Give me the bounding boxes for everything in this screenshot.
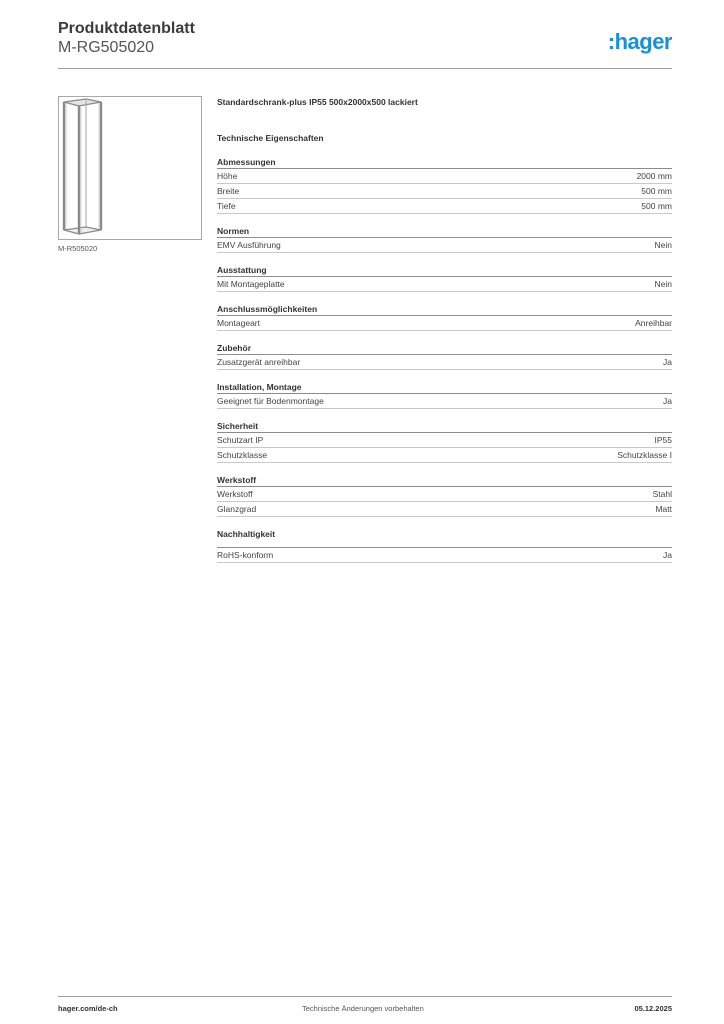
product-name: Standardschrank-plus IP55 500x2000x500 lackiert bbox=[217, 97, 418, 107]
section-werkstoff bbox=[217, 474, 672, 517]
cabinet-frame-icon bbox=[59, 97, 201, 239]
svg-text::hager: :hager bbox=[607, 29, 672, 54]
property-label: Mit Montageplatte bbox=[217, 279, 285, 289]
section-title: Nachhaltigkeit bbox=[217, 528, 672, 548]
property-row bbox=[217, 169, 672, 184]
section-abmessungen bbox=[217, 156, 672, 214]
section-normen bbox=[217, 225, 672, 253]
property-label: EMV Ausführung bbox=[217, 240, 281, 250]
property-label: Werkstoff bbox=[217, 489, 253, 499]
section-title: Installation, Montage bbox=[217, 381, 672, 394]
property-row bbox=[217, 433, 672, 448]
property-row bbox=[217, 548, 672, 563]
property-value: 500 mm bbox=[641, 186, 672, 196]
property-row bbox=[217, 502, 672, 517]
section-title: Sicherheit bbox=[217, 420, 672, 433]
section-title: Normen bbox=[217, 225, 672, 238]
property-value: Schutzklasse I bbox=[617, 450, 672, 460]
property-value: Ja bbox=[663, 550, 672, 560]
footer-disclaimer: Technische Änderungen vorbehalten bbox=[302, 1004, 424, 1013]
section-anschlussmoeglichkeiten bbox=[217, 303, 672, 331]
page-header bbox=[58, 20, 672, 69]
property-row bbox=[217, 316, 672, 331]
document-title: Produktdatenblatt bbox=[58, 20, 195, 37]
property-value: Nein bbox=[654, 279, 672, 289]
property-row bbox=[217, 394, 672, 409]
property-label: Montageart bbox=[217, 318, 260, 328]
section-zubehoer bbox=[217, 342, 672, 370]
property-value: Matt bbox=[655, 504, 672, 514]
section-title: Anschlussmöglichkeiten bbox=[217, 303, 672, 316]
section-sicherheit bbox=[217, 420, 672, 463]
property-row bbox=[217, 238, 672, 253]
page-footer bbox=[58, 996, 672, 1016]
property-row bbox=[217, 277, 672, 292]
footer-date: 05.12.2025 bbox=[634, 1004, 672, 1013]
property-label: Schutzart IP bbox=[217, 435, 264, 445]
technical-properties-heading: Technische Eigenschaften bbox=[217, 133, 324, 143]
product-image bbox=[58, 96, 202, 240]
property-label: Zusatzgerät anreihbar bbox=[217, 357, 301, 367]
property-value: 500 mm bbox=[641, 201, 672, 211]
product-details bbox=[217, 95, 672, 563]
property-value: Ja bbox=[663, 396, 672, 406]
property-row bbox=[217, 448, 672, 463]
property-row bbox=[217, 487, 672, 502]
property-label: Schutzklasse bbox=[217, 450, 268, 460]
section-title: Zubehör bbox=[217, 342, 672, 355]
property-value: 2000 mm bbox=[636, 171, 672, 181]
property-row bbox=[217, 184, 672, 199]
property-value: Anreihbar bbox=[635, 318, 672, 328]
section-title: Ausstattung bbox=[217, 264, 672, 277]
property-label: Tiefe bbox=[217, 201, 236, 211]
property-row bbox=[217, 199, 672, 214]
section-nachhaltigkeit bbox=[217, 528, 672, 563]
section-ausstattung bbox=[217, 264, 672, 292]
property-label: Breite bbox=[217, 186, 240, 196]
property-value: IP55 bbox=[654, 435, 672, 445]
property-row bbox=[217, 355, 672, 370]
footer-website-link[interactable]: hager.com/de-ch bbox=[58, 1004, 118, 1013]
property-label: Höhe bbox=[217, 171, 238, 181]
article-number: M-RG505020 bbox=[58, 39, 155, 56]
section-installation-montage bbox=[217, 381, 672, 409]
section-title: Abmessungen bbox=[217, 156, 672, 169]
property-value: Ja bbox=[663, 357, 672, 367]
image-caption: M-R505020 bbox=[58, 244, 98, 253]
property-value: Stahl bbox=[652, 489, 672, 499]
property-label: Glanzgrad bbox=[217, 504, 257, 514]
hager-logo bbox=[592, 29, 672, 55]
property-value: Nein bbox=[654, 240, 672, 250]
property-label: RoHS-konform bbox=[217, 550, 274, 560]
property-label: Geeignet für Bodenmontage bbox=[217, 396, 324, 406]
section-title: Werkstoff bbox=[217, 474, 672, 487]
